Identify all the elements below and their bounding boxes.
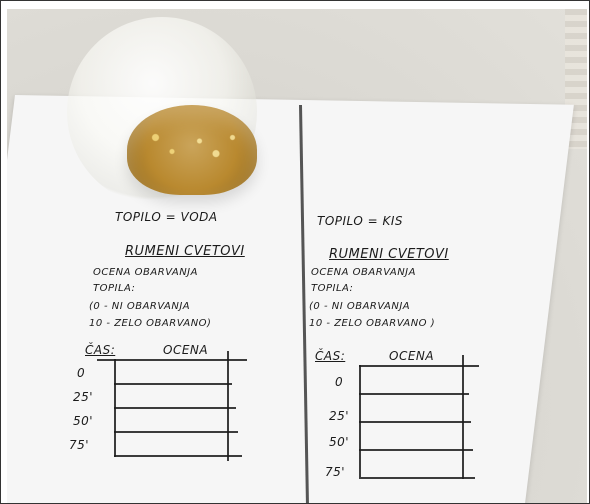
- right-scale-line-1: (0 - NI OBARVANJA: [309, 301, 411, 312]
- right-table-line: [359, 477, 475, 479]
- left-time-0: 0: [77, 366, 86, 380]
- left-table-line: [114, 455, 242, 457]
- left-scale-line-1: (0 - NI OBARVANJA: [89, 301, 191, 312]
- right-time-25: 25': [329, 409, 350, 423]
- left-time-header: ČAS:: [85, 343, 116, 357]
- photo: [7, 9, 587, 503]
- plastic-cup: [67, 17, 257, 207]
- left-table-line: [227, 351, 229, 461]
- left-table-line: [97, 359, 247, 361]
- left-table-line: [114, 383, 232, 385]
- right-time-50: 50': [329, 435, 350, 449]
- right-table-line: [359, 365, 479, 367]
- left-subheading-1: OCENA OBARVANJA: [93, 267, 198, 278]
- left-time-25: 25': [73, 390, 94, 404]
- left-time-75: 75': [69, 438, 90, 452]
- left-table-line: [114, 407, 236, 409]
- left-rating-header: OCENA: [163, 343, 209, 357]
- right-table-line: [359, 449, 473, 451]
- left-subheading-2: TOPILA:: [93, 283, 136, 294]
- right-table-line: [359, 421, 471, 423]
- right-subheading-2: TOPILA:: [311, 283, 354, 294]
- left-title-line: TOPILO = VODA: [115, 210, 218, 224]
- left-heading: RUMENI CVETOVI: [125, 244, 245, 259]
- right-scale-line-2: 10 - ZELO OBARVANO ): [309, 318, 436, 329]
- right-time-header: ČAS:: [315, 349, 346, 363]
- right-table-line: [359, 393, 469, 395]
- right-table-line: [462, 355, 464, 479]
- right-title-line: TOPILO = KIS: [317, 214, 404, 228]
- flower-petals: [139, 113, 249, 183]
- right-time-0: 0: [335, 375, 344, 389]
- left-scale-line-2: 10 - ZELO OBARVANO): [89, 318, 212, 329]
- right-heading: RUMENI CVETOVI: [329, 247, 449, 262]
- right-subheading-1: OCENA OBARVANJA: [311, 267, 416, 278]
- right-rating-header: OCENA: [389, 349, 435, 363]
- right-time-75: 75': [325, 465, 346, 479]
- left-rating-table: [79, 359, 249, 479]
- left-table-line: [114, 431, 238, 433]
- left-time-50: 50': [73, 414, 94, 428]
